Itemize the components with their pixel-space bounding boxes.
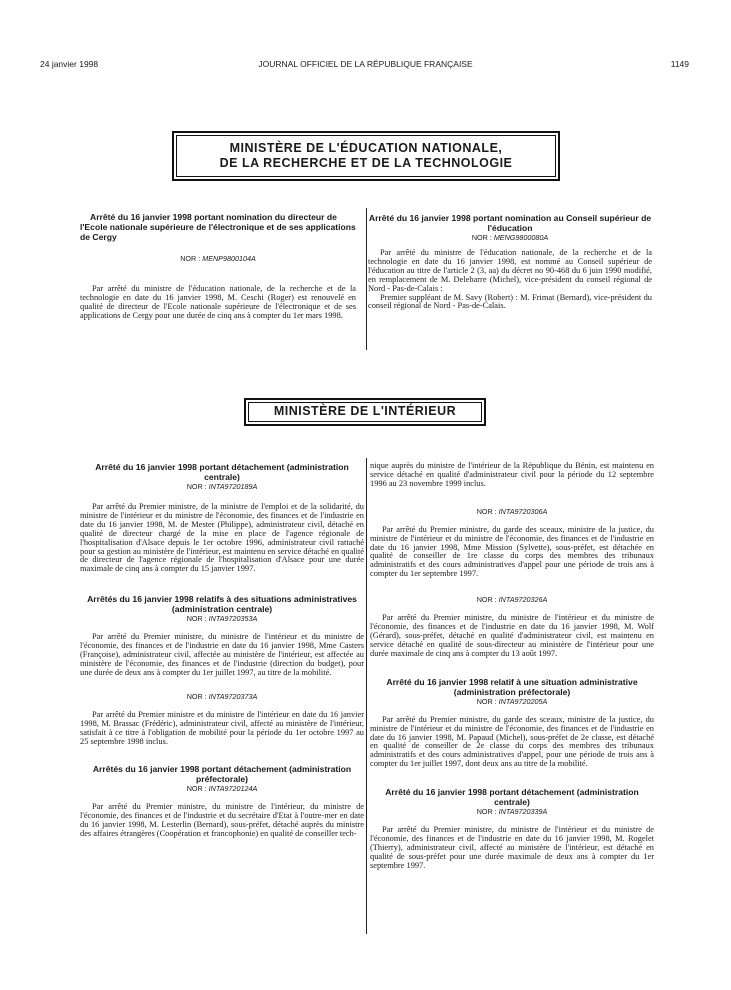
interior-right-b4-title: Arrêté du 16 janvier 1998 portant détachement (administration centrale) <box>385 787 639 808</box>
interior-column-divider <box>366 458 367 934</box>
nor-code: INTA9720339A <box>498 807 548 817</box>
ministry-education-title-line1: MINISTÈRE DE L'ÉDUCATION NATIONALE, <box>229 141 503 155</box>
education-column-divider <box>366 208 367 350</box>
interior-article-1-nor <box>80 482 364 491</box>
header-date: 24 janvier 1998 <box>40 59 99 69</box>
interior-article-4-nor <box>80 784 364 793</box>
nor-code: INTA9720205A <box>498 696 548 706</box>
nor-code: INTA9720373A <box>208 691 258 701</box>
interior-right-b1-nor <box>370 507 654 516</box>
interior-right-b3-title: Arrêté du 16 janvier 1998 relatif à une situation administrative (administration préfectorale) <box>386 676 638 697</box>
education-right-nor <box>368 233 652 242</box>
nor-code: MENP9800104A <box>202 254 256 263</box>
education-right-article-title: Arrêté du 16 janvier 1998 portant nomination au Conseil supérieur de l'éducation <box>368 213 652 233</box>
ministry-education-title-line2: DE LA RECHERCHE ET DE LA TECHNOLOGIE <box>219 156 513 170</box>
interior-right-b1-body: Par arrêté du Premier ministre, du garde des sceaux, ministre de la justice, du ministre de l'intérieur et du ministre de l'économie, des finances et de l'industrie en date du 16 janvier 1998, Mme Mission (Sylvette), sous-préfet, est détachée en qualité de conseiller de 1re classe du corps des membres des tribunaux administratifs et des cours administratives d'appel pour une période de trois ans à compter du 1er septembre 1997. <box>370 524 654 579</box>
header-page-number: 1149 <box>670 59 689 69</box>
interior-article-1-title: Arrêté du 16 janvier 1998 portant détachement (administration centrale) <box>95 462 349 482</box>
ministry-education-title <box>174 133 558 171</box>
nor-code: MENG9800080A <box>493 233 549 242</box>
nor-code: INTA9720189A <box>208 482 258 491</box>
nor-code: INTA9720353A <box>208 614 258 624</box>
nor-label: NOR : <box>186 482 207 491</box>
nor-label: NOR : <box>476 696 497 706</box>
nor-code: INTA9720124A <box>208 784 258 794</box>
interior-right-b3-body: Par arrêté du Premier ministre, du garde des sceaux, ministre de la justice, du ministre de l'intérieur et du ministre de l'économie, des finances et de l'industrie en date du 16 janvier 1998, M. Papaud (Michel), sous-préfet de 2e classe, est détaché en qualité de conseiller de 2e classe du corps des membres des tribunaux administratifs et des cours administratives d'appel, pour une période de trois ans à compter du 1er juillet 1997, dont deux ans au titre de la mobilité. <box>370 714 654 769</box>
nor-code: INTA9720326A <box>498 595 548 605</box>
interior-right-column <box>370 462 654 871</box>
nor-label: NOR : <box>186 784 207 794</box>
nor-label: NOR : <box>186 614 207 624</box>
interior-continuation-body: nique auprès du ministre de l'intérieur de la République du Bénin, est maintenu en service détaché en qualité d'administrateur civil pour la période du 12 septembre 1996 au 23 novembre 1999 inclus. <box>370 461 654 488</box>
interior-article-3-nor <box>80 692 364 701</box>
interior-article-2-body: Par arrêté du Premier ministre, du ministre de l'intérieur et du ministre de l'économie, des finances et de l'industrie en date du 16 janvier 1998, Mme Casters (Françoise), administrateur civil, affectée au ministère de l'intérieur, est affectée au ministère de l'économie, des finances et de l'industrie (direction du budget), pour une durée de deux ans à compter du 1er juillet 1997, au titre de la mobilité. <box>80 632 364 677</box>
header-journal-title: JOURNAL OFFICIEL DE LA RÉPUBLIQUE FRANÇAISE <box>258 59 473 69</box>
interior-left-column <box>80 462 364 839</box>
interior-article-2-title: Arrêtés du 16 janvier 1998 relatifs à des situations administratives (administration centrale) <box>87 594 357 615</box>
interior-article-3-body: Par arrêté du Premier ministre et du ministre de l'intérieur en date du 16 janvier 1998, M. Brassac (Frédéric), administrateur civil, affecté au ministère de l'intérieur, satisfait à ce titre à l'obligation de mobilité pour la période du 1er octobre 1997 au 25 septembre 1998 inclus. <box>80 709 364 746</box>
nor-code: INTA9720306A <box>498 506 548 516</box>
interior-article-4-body: Par arrêté du Premier ministre, du ministre de l'intérieur, du ministre de l'économie, des finances et de l'industrie et du secrétaire d'Etat à l'outre-mer en date du 16 janvier 1998, M. Lesterlin (Bernard), sous-préfet, détaché auprès du ministre des affaires étrangères (Coopération et francophonie) en qualité de conseiller tech- <box>80 802 364 839</box>
interior-right-b2-body: Par arrêté du Premier ministre, du ministre de l'intérieur et du ministre de l'économie, des finances et de l'industrie en date du 16 janvier 1998, M. Wolf (Gérard), sous-préfet, détaché en qualité d'administrateur civil, est maintenu en service détaché en qualité de sous-directeur au ministère de l'intérieur pour une durée maximale de cinq ans à compter du 13 août 1997. <box>370 613 654 658</box>
interior-right-b3-nor <box>370 697 654 706</box>
interior-article-2-nor <box>80 614 364 623</box>
ministry-interior-box <box>244 398 486 426</box>
interior-article-1-body: Par arrêté du Premier ministre, de la ministre de l'emploi et de la solidarité, du ministre de l'intérieur et du ministre de l'économie, des finances et de l'industrie en date du 16 janvier 1998, M. de Mester (Philippe), administrateur civil, détaché en qualité de directeur chargé de la mise en place de l'agence régionale de l'hospitalisation d'Alsace depuis le 1er octobre 1996, administrateur civil rattaché pour sa gestion au ministère de l'intérieur, est maintenu en service détaché en qualité de directeur de l'agence régionale de l'hospitalisation d'Alsace pour une durée maximale de cinq ans à compter du 15 janvier 1997. <box>80 502 364 574</box>
ministry-interior-title: MINISTÈRE DE L'INTÉRIEUR <box>273 404 457 418</box>
education-right-body-1: Par arrêté du ministre de l'éducation nationale, de la recherche et de la technologie en date du 16 janvier 1998, est nommé au Conseil supérieur de l'éducation au titre de l'article 2 (3, aa) du décret no 90-468 du 6 juin 1990 modifié, en remplacement de M. Delebarre (Michel), vice-président du conseil régional de Nord - Pas-de-Calais : <box>368 248 652 293</box>
education-left-article-title: Arrêté du 16 janvier 1998 portant nomination du directeur de l'Ecole nationale supérieure de l'électronique et de ses applications de Cergy <box>80 212 356 242</box>
education-left-column <box>80 212 356 321</box>
education-left-nor <box>80 254 356 263</box>
nor-label: NOR : <box>476 595 497 605</box>
interior-right-b4-nor <box>370 807 654 816</box>
nor-label: NOR : <box>471 233 492 242</box>
education-right-column <box>368 213 652 311</box>
interior-right-b2-nor <box>370 595 654 604</box>
education-left-body: Par arrêté du ministre de l'éducation nationale, de la recherche et de la technologie en date du 16 janvier 1998, M. Ceschi (Roger) est renouvelé en qualité de directeur de l'Ecole nationale supérieure de l'électronique et de ses applications de Cergy pour une durée de cinq ans à compter du 1er mars 1998. <box>80 284 356 320</box>
interior-article-4-title: Arrêtés du 16 janvier 1998 portant détachement (administration préfectorale) <box>92 764 352 785</box>
nor-label: NOR : <box>180 254 201 263</box>
interior-right-b4-body: Par arrêté du Premier ministre, du ministre de l'intérieur et du ministre de l'économie, des finances et de l'industrie en date du 16 janvier 1998, M. Rogelet (Thierry), administrateur civil, affecté au ministère de l'intérieur, est détaché en qualité de sous-préfet pour une durée maximale de deux ans à compter du 1er septembre 1997. <box>370 825 654 870</box>
education-right-body-2: Premier suppléant de M. Savy (Robert) : M. Frimat (Bernard), vice-président du conseil régional de Nord - Pas-de-Calais. <box>368 292 652 311</box>
nor-label: NOR : <box>186 691 207 701</box>
nor-label: NOR : <box>476 506 497 516</box>
nor-label: NOR : <box>476 807 497 817</box>
ministry-education-box <box>172 131 560 181</box>
